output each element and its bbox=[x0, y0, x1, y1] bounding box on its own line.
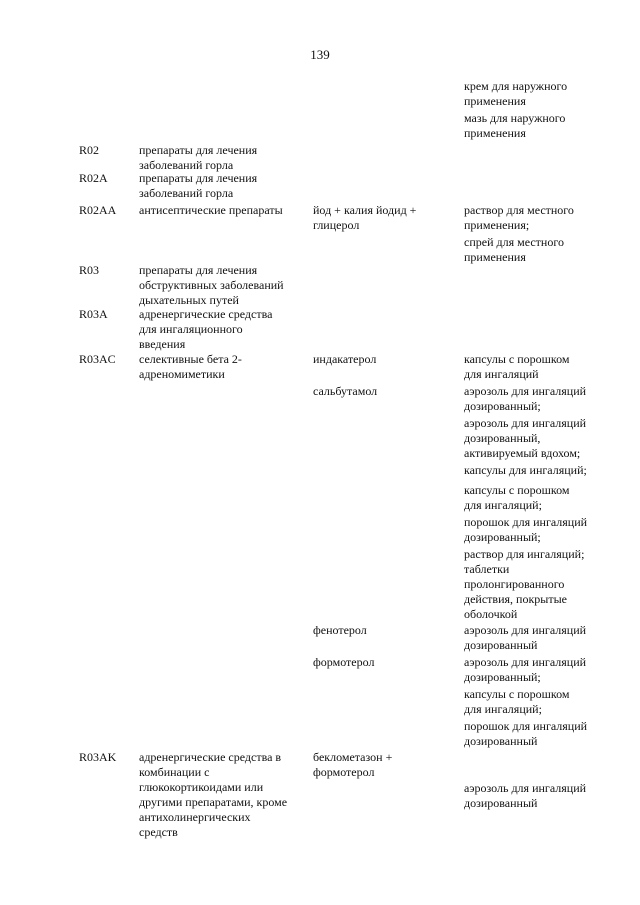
dosage-form: капсулы с порошком для ингаляций; bbox=[464, 483, 570, 512]
anatomical-therapeutic-group: адренергические средства для ингаляционного введения bbox=[139, 307, 273, 351]
page-number: 139 bbox=[310, 47, 330, 62]
atc-code: R02AA bbox=[79, 203, 117, 217]
dosage-form: аэрозоль для ингаляций дозированный bbox=[464, 623, 587, 652]
dosage-form: капсулы с порошком для ингаляций bbox=[464, 352, 570, 381]
drug-inn: сальбутамол bbox=[313, 384, 378, 398]
dosage-form: аэрозоль для ингаляций дозированный; bbox=[464, 655, 587, 684]
dosage-form: мазь для наружного применения bbox=[464, 111, 566, 140]
dosage-form: аэрозоль для ингаляций дозированный; bbox=[464, 384, 587, 413]
atc-code: R03AK bbox=[79, 750, 117, 764]
dosage-form: капсулы с порошком для ингаляций; bbox=[464, 687, 570, 716]
drug-inn: индакатерол bbox=[313, 352, 377, 366]
dosage-form: таблетки пролонгированного действия, покрытые оболочкой bbox=[464, 562, 567, 621]
drug-inn: беклометазон + формотерол bbox=[313, 750, 393, 779]
anatomical-therapeutic-group: препараты для лечения обструктивных заболеваний дыхательных путей bbox=[139, 263, 284, 307]
dosage-form: порошок для ингаляций дозированный bbox=[464, 719, 588, 748]
dosage-form: спрей для местного применения bbox=[464, 235, 564, 264]
dosage-form: аэрозоль для ингаляций дозированный bbox=[464, 781, 587, 810]
drug-inn: йод + калия йодид + глицерол bbox=[313, 203, 417, 232]
anatomical-therapeutic-group: адренергические средства в комбинации с глюкокортикоидами или другими препаратами, кроме антихолинергических средств bbox=[139, 750, 288, 839]
dosage-form: раствор для ингаляций; bbox=[464, 547, 585, 561]
dosage-form: крем для наружного применения bbox=[464, 79, 568, 108]
atc-code: R03 bbox=[79, 263, 100, 277]
anatomical-therapeutic-group: препараты для лечения заболеваний горла bbox=[139, 171, 258, 200]
dosage-form: раствор для местного применения; bbox=[464, 203, 574, 232]
atc-code: R02 bbox=[79, 143, 100, 157]
atc-code: R03AC bbox=[79, 352, 116, 366]
anatomical-therapeutic-group: селективные бета 2- адреномиметики bbox=[139, 352, 242, 381]
dosage-form: порошок для ингаляций дозированный; bbox=[464, 515, 588, 544]
drug-inn: фенотерол bbox=[313, 623, 367, 637]
dosage-form: капсулы для ингаляций; bbox=[464, 463, 587, 477]
atc-code: R03A bbox=[79, 307, 108, 321]
anatomical-therapeutic-group: препараты для лечения заболеваний горла bbox=[139, 143, 258, 172]
drug-inn: формотерол bbox=[313, 655, 375, 669]
dosage-form: аэрозоль для ингаляций дозированный, активируемый вдохом; bbox=[464, 416, 587, 460]
anatomical-therapeutic-group: антисептические препараты bbox=[139, 203, 283, 217]
atc-code: R02A bbox=[79, 171, 108, 185]
